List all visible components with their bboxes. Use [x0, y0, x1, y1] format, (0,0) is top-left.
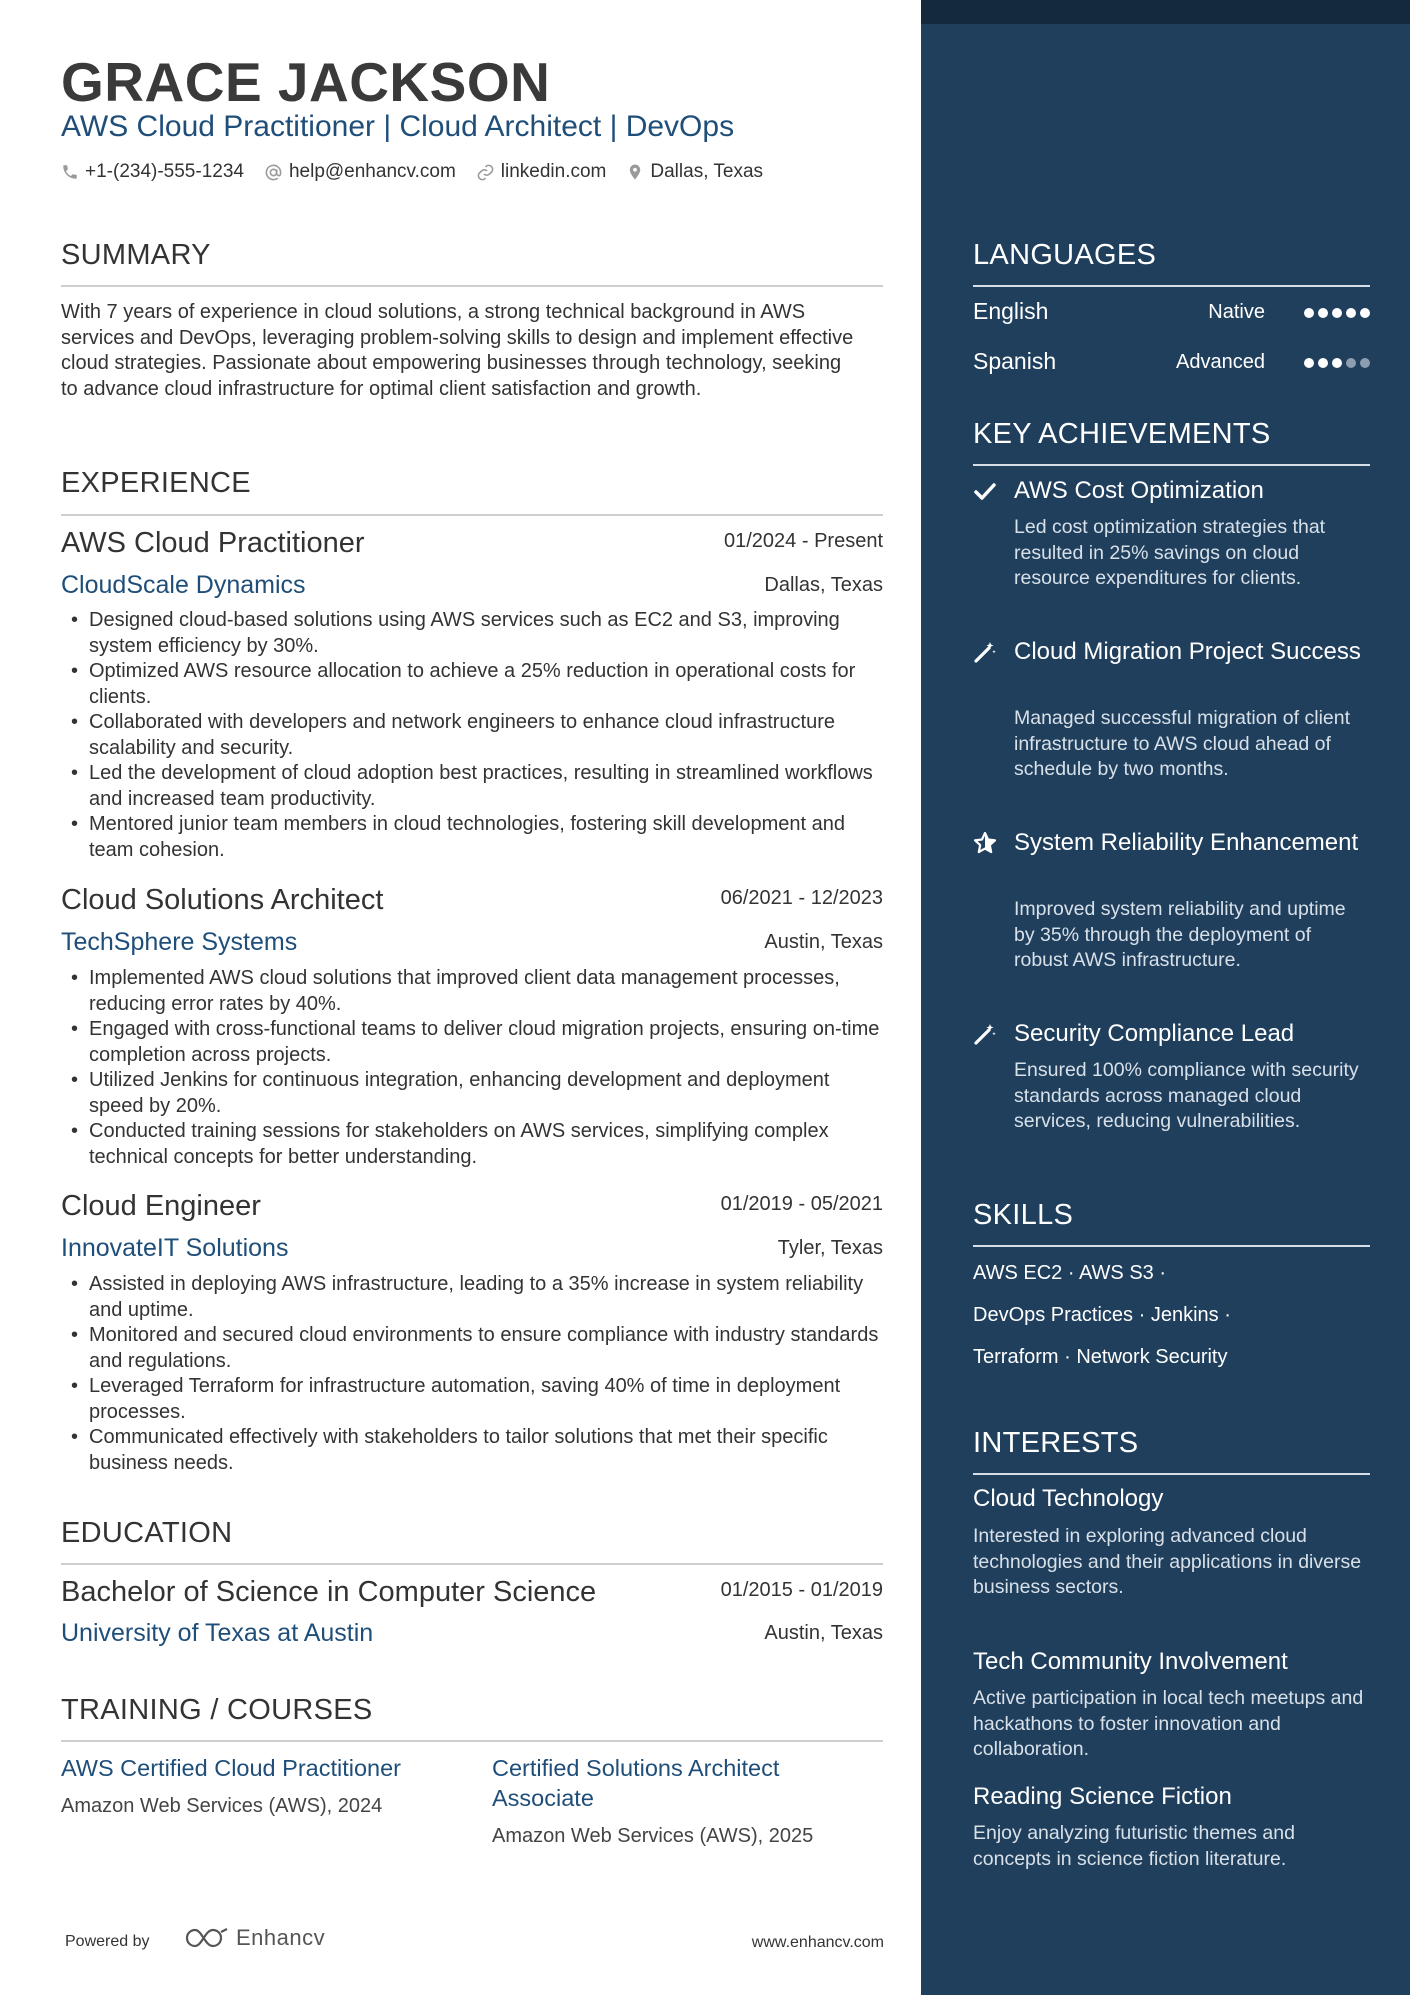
- list-item: • Led the development of cloud adoption best practices, resulting in streamlined workflows and increased team productivity.: [61, 761, 883, 812]
- course-title: Certified Solutions Architect Associate: [492, 1755, 780, 1811]
- education-dates: 01/2015 - 01/2019: [720, 1579, 883, 1601]
- achievement-title: Security Compliance Lead: [1014, 1020, 1295, 1047]
- brand-name: Enhancv: [236, 1925, 326, 1950]
- list-item: • Mentored junior team members in cloud technologies, fostering skill development and team cohesion.: [61, 812, 883, 863]
- language-name: English: [973, 298, 1049, 324]
- contact-email[interactable]: [264, 161, 456, 183]
- interests-divider: [973, 1473, 1370, 1475]
- skills-list: [973, 1252, 1370, 1378]
- job-company: TechSphere Systems: [61, 928, 298, 956]
- rating-dot-filled: [1346, 308, 1356, 318]
- language-name: Spanish: [973, 348, 1057, 374]
- magic-wand-icon: [973, 1022, 997, 1046]
- achievement-title: AWS Cost Optimization: [1014, 477, 1264, 504]
- list-item: • Designed cloud-based solutions using AWS services such as EC2 and S3, improving system efficiency by 30%.: [61, 608, 883, 659]
- skills-divider: [973, 1245, 1370, 1247]
- rating-dot-filled: [1304, 358, 1314, 368]
- course-provider: Amazon Web Services (AWS), 2025: [492, 1825, 814, 1847]
- skills-line: Terraform · Network Security: [973, 1346, 1228, 1368]
- school-name: University of Texas at Austin: [61, 1619, 374, 1647]
- list-item: • Optimized AWS resource allocation to achieve a 25% reduction in operational costs for clients.: [61, 659, 883, 710]
- candidate-name: GRACE JACKSON: [61, 51, 551, 113]
- achievement-desc: Led cost optimization strategies that resulted in 25% savings on cloud resource expenditures for clients.: [1014, 516, 1326, 589]
- star-icon: [973, 831, 997, 855]
- language-row: [973, 298, 1370, 328]
- interests-heading: INTERESTS: [973, 1427, 1139, 1459]
- job-title: Cloud Engineer: [61, 1190, 261, 1222]
- language-rating: [1300, 308, 1370, 318]
- location-pin-icon: [626, 162, 644, 182]
- course-title: AWS Certified Cloud Practitioner: [61, 1755, 402, 1781]
- achievement-title: Cloud Migration Project Success: [1014, 638, 1361, 665]
- rating-dot-filled: [1318, 308, 1328, 318]
- list-item: • Engaged with cross-functional teams to deliver cloud migration projects, ensuring on-time completion across projects.: [61, 1017, 883, 1068]
- email-text: help@enhancv.com: [288, 161, 456, 182]
- experience-divider: [61, 514, 883, 516]
- course-provider: Amazon Web Services (AWS), 2024: [61, 1795, 383, 1817]
- achievements-heading: KEY ACHIEVEMENTS: [973, 418, 1271, 450]
- linkedin-text: linkedin.com: [500, 161, 607, 182]
- summary-heading: SUMMARY: [61, 239, 211, 271]
- enhancv-logo[interactable]: [184, 1925, 325, 1951]
- achievement-desc: Ensured 100% compliance with security standards across managed cloud services, reducing vulnerabilities.: [1014, 1059, 1359, 1132]
- language-level: Advanced: [1176, 351, 1265, 373]
- job-dates: 01/2019 - 05/2021: [720, 1193, 883, 1215]
- phone-text: +1-(234)-555-1234: [85, 161, 244, 182]
- education-divider: [61, 1563, 883, 1565]
- language-level: Native: [1208, 301, 1265, 323]
- achievement-desc: Managed successful migration of client infrastructure to AWS cloud ahead of schedule by two months.: [1014, 707, 1351, 780]
- rating-dot-empty: [1346, 358, 1356, 368]
- job-dates: 01/2024 - Present: [724, 530, 883, 552]
- rating-dot-filled: [1360, 308, 1370, 318]
- rating-dot-filled: [1332, 308, 1342, 318]
- job-location: Austin, Texas: [764, 931, 883, 953]
- list-item: • Communicated effectively with stakeholders to tailor solutions that met their specific business needs.: [61, 1425, 883, 1476]
- job-bullets: [61, 1272, 883, 1476]
- degree-title: Bachelor of Science in Computer Science: [61, 1576, 597, 1608]
- rating-dot-filled: [1332, 358, 1342, 368]
- list-item: • Conducted training sessions for stakeholders on AWS services, simplifying complex technical concepts for better understanding.: [61, 1119, 883, 1170]
- list-item: • Monitored and secured cloud environments to ensure compliance with industry standards and regulations.: [61, 1323, 883, 1374]
- job-company: InnovateIT Solutions: [61, 1234, 289, 1262]
- magic-wand-icon: [973, 640, 997, 664]
- checkmark-icon: [973, 479, 997, 503]
- list-item: • Implemented AWS cloud solutions that improved client data management processes, reducing error rates by 40%.: [61, 966, 883, 1017]
- skills-line: AWS EC2 · AWS S3 ·: [973, 1262, 1166, 1284]
- interest-desc: Enjoy analyzing futuristic themes and concepts in science fiction literature.: [973, 1822, 1295, 1870]
- interest-desc: Interested in exploring advanced cloud technologies and their applications in diverse business sectors.: [973, 1525, 1362, 1598]
- list-item: • Assisted in deploying AWS infrastructure, leading to a 35% increase in system reliability and uptime.: [61, 1272, 883, 1323]
- job-company: CloudScale Dynamics: [61, 571, 306, 599]
- footer-url[interactable]: www.enhancv.com: [751, 1934, 884, 1951]
- interest-title: Tech Community Involvement: [973, 1648, 1288, 1675]
- powered-by-label: Powered by: [65, 1933, 150, 1950]
- skills-line: DevOps Practices · Jenkins ·: [973, 1304, 1231, 1326]
- training-heading: TRAINING / COURSES: [61, 1694, 373, 1726]
- school-location: Austin, Texas: [764, 1622, 883, 1644]
- interest-desc: Active participation in local tech meetups and hackathons to foster innovation and collaboration.: [973, 1687, 1364, 1760]
- sidebar-top-band: [921, 0, 1410, 24]
- contact-linkedin[interactable]: [476, 161, 607, 183]
- rating-dot-filled: [1318, 358, 1328, 368]
- education-heading: EDUCATION: [61, 1517, 233, 1549]
- list-item: • Collaborated with developers and network engineers to enhance cloud infrastructure scalability and security.: [61, 710, 883, 761]
- language-rating: [1300, 358, 1370, 368]
- languages-heading: LANGUAGES: [973, 239, 1157, 271]
- languages-divider: [973, 285, 1370, 287]
- interest-title: Cloud Technology: [973, 1485, 1164, 1512]
- achievement-title: System Reliability Enhancement: [1014, 829, 1359, 856]
- rating-dot-filled: [1304, 308, 1314, 318]
- interest-title: Reading Science Fiction: [973, 1783, 1232, 1810]
- job-title: Cloud Solutions Architect: [61, 884, 384, 916]
- achievement-desc: Improved system reliability and uptime by 35% through the deployment of robust AWS infrastructure.: [1014, 898, 1346, 971]
- summary-divider: [61, 285, 883, 287]
- skills-heading: SKILLS: [973, 1199, 1074, 1231]
- job-bullets: [61, 966, 883, 1170]
- contact-bar: [61, 161, 783, 183]
- summary-text: With 7 years of experience in cloud solutions, a strong technical background in AWS services and DevOps, leveraging problem-solving skills to design and implement effective cloud strategies. Passionate about empowering businesses through technology, seeking to advance cloud infrastructure for optimal client satisfaction and growth.: [61, 301, 854, 400]
- location-text: Dallas, Texas: [650, 161, 764, 182]
- job-dates: 06/2021 - 12/2023: [720, 887, 883, 909]
- achievements-divider: [973, 464, 1370, 466]
- job-location: Tyler, Texas: [777, 1237, 883, 1259]
- job-location: Dallas, Texas: [764, 574, 883, 596]
- job-title: AWS Cloud Practitioner: [61, 527, 365, 559]
- phone-icon: [61, 163, 79, 181]
- list-item: • Leveraged Terraform for infrastructure automation, saving 40% of time in deployment processes.: [61, 1374, 883, 1425]
- infinity-logo-icon: [184, 1926, 230, 1950]
- rating-dot-empty: [1360, 358, 1370, 368]
- contact-location: [626, 161, 763, 183]
- at-icon: [264, 163, 283, 182]
- list-item: • Utilized Jenkins for continuous integration, enhancing development and deployment speed by 20%.: [61, 1068, 883, 1119]
- job-bullets: [61, 608, 883, 863]
- link-icon: [476, 163, 495, 182]
- experience-heading: EXPERIENCE: [61, 467, 251, 499]
- language-row: [973, 348, 1370, 378]
- headline: AWS Cloud Practitioner | Cloud Architect | DevOps: [61, 110, 735, 143]
- training-divider: [61, 1740, 883, 1742]
- sidebar: [921, 0, 1410, 1995]
- contact-phone[interactable]: [61, 161, 244, 183]
